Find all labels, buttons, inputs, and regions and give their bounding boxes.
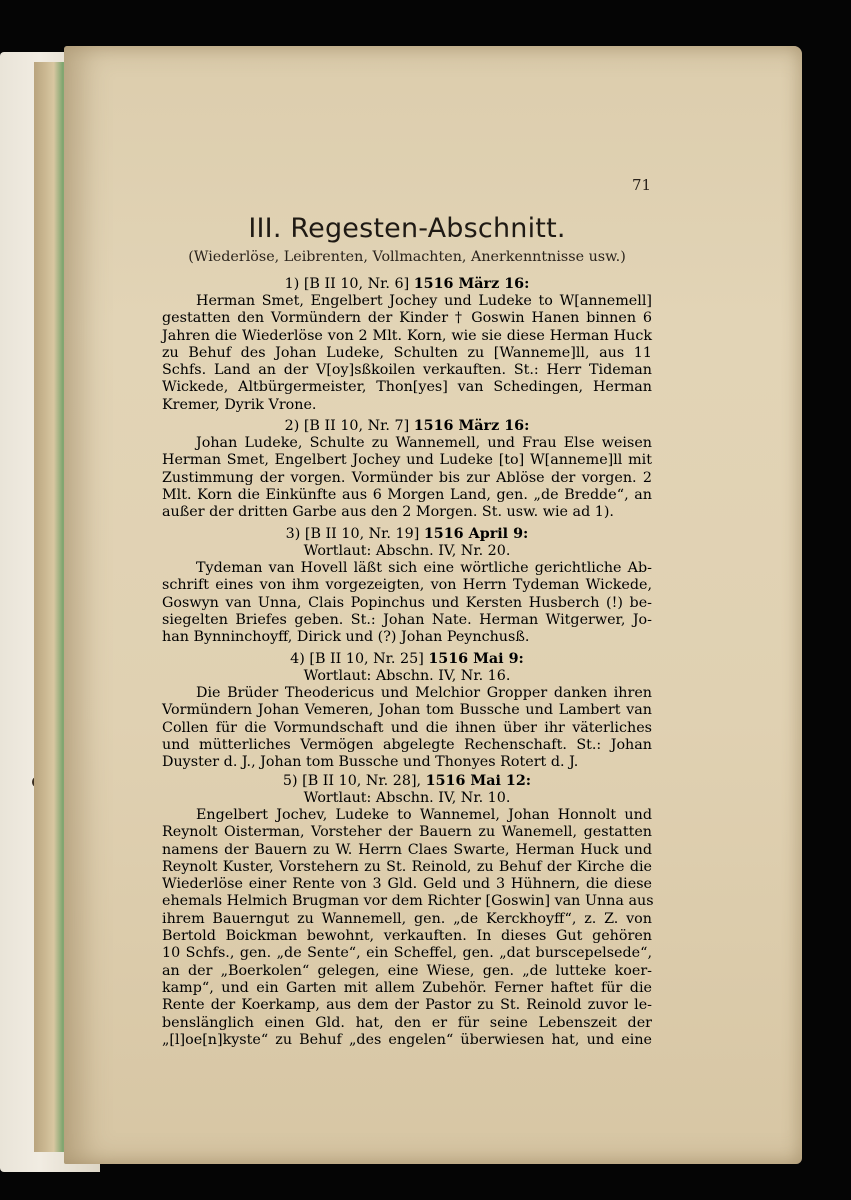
- entry-line: Wiederlöse einer Rente von 3 Gld. Geld und 3 Hühnern, die diese: [162, 876, 652, 893]
- entry-line: Jahren die Wiederlöse von 2 Mlt. Korn, wie sie diese Herman Huck: [162, 327, 652, 344]
- entry-line: Reynolt Kuster, Vorstehern zu St. Reinold, zu Behuf der Kirche die: [162, 858, 652, 875]
- entry-line: Zustimmung der vorgen. Vormünder bis zur Ablöse der vorgen. 2: [162, 469, 652, 486]
- entry-line: Mlt. Korn die Einkünfte aus 6 Morgen Land, gen. „de Bredde“, an: [162, 486, 652, 503]
- section-subtitle: (Wiederlöse, Leibrenten, Vollmachten, Anerkenntnisse usw.): [188, 249, 626, 265]
- regest-entry-2: [162, 418, 652, 521]
- entry-line: siegelten Briefes geben. St.: Johan Nate. Herman Witgerwer, Jo-: [162, 611, 652, 628]
- entry-line: Rente der Koerkamp, aus dem der Pastor zu St. Reinold zuvor le-: [162, 997, 652, 1014]
- entry-line: und mütterliches Vermögen abgelegte Rechenschaft. St.: Johan: [162, 736, 652, 753]
- entry-line: an der „Boerkolen“ gelegen, eine Wiese, gen. „de lutteke koer-: [162, 962, 652, 979]
- entry-heading: 4) [B II 10, Nr. 25] 1516 Mai 9:: [290, 651, 524, 667]
- entry-heading: 5) [B II 10, Nr. 28], 1516 Mai 12:: [282, 773, 532, 789]
- entry-heading: 1) [B II 10, Nr. 6] 1516 März 16:: [284, 276, 530, 292]
- entry-line: Vormündern Johan Vemeren, Johan tom Bussche und Lambert van: [162, 702, 652, 719]
- entry-line: ihrem Bauerngut zu Wannemell, gen. „de Kerckhoyff“, z. Z. von: [162, 910, 652, 927]
- entry-line: namens der Bauern zu W. Herrn Claes Swarte, Herman Huck und: [162, 841, 652, 858]
- entry-line: „[l]oe[n]kyste“ zu Behuf „des engelen“ überwiesen hat, und eine: [162, 1031, 652, 1048]
- entry-line: Die Brüder Theodericus und Melchior Gropper danken ihren: [196, 685, 652, 701]
- entry-line: Reynolt Oisterman, Vorsteher der Bauern zu Wanemell, gestatten: [162, 824, 652, 841]
- regest-entry-5: [162, 773, 652, 1049]
- entry-reference: Wortlaut: Abschn. IV, Nr. 16.: [303, 668, 511, 684]
- regest-entry-3: [162, 526, 652, 646]
- entry-line: Goswyn van Unna, Clais Popinchus und Kersten Husberch (!) be-: [162, 594, 652, 611]
- entry-line: Engelbert Jochev, Ludeke to Wannemel, Johan Honnolt und: [196, 807, 652, 823]
- entry-line: 10 Schfs., gen. „de Sente“, ein Scheffel, gen. „dat burscepelsede“,: [162, 945, 652, 962]
- entry-line: Herman Smet, Engelbert Jochey und Ludeke to W[annemell]: [196, 293, 652, 309]
- regest-entry-1: [162, 276, 652, 414]
- entry-line: han Bynninchoyff, Dirick und (?) Johan Peynchusß.: [162, 629, 530, 646]
- entry-line: kamp“, und ein Garten mit allem Zubehör. Ferner haftet für die: [162, 979, 652, 996]
- entry-line: Wickede, Altbürgermeister, Thon[yes] van Schedingen, Herman: [162, 379, 652, 396]
- entry-line: außer der dritten Garbe aus den 2 Morgen. St. usw. wie ad 1).: [162, 504, 614, 521]
- entry-reference: Wortlaut: Abschn. IV, Nr. 20.: [303, 543, 511, 559]
- entry-line: Bertold Boickman bewohnt, verkauften. In dieses Gut gehören: [162, 928, 652, 945]
- entry-line: gestatten den Vormündern der Kinder † Goswin Hanen binnen 6: [162, 310, 652, 327]
- section-title: III. Regesten-Abschnitt.: [248, 213, 566, 244]
- entry-line: Johan Ludeke, Schulte zu Wannemell, und Frau Else weisen: [196, 435, 652, 451]
- entry-line: Duyster d. J., Johan tom Bussche und Thonyes Rotert d. J.: [162, 754, 579, 771]
- entry-line: Collen für die Vormundschaft und die ihnen über ihr väterliches: [162, 719, 652, 736]
- entry-line: Schfs. Land an der V[oy]sßkoilen verkauften. St.: Herr Tideman: [162, 362, 652, 379]
- entry-reference: Wortlaut: Abschn. IV, Nr. 10.: [303, 790, 511, 806]
- page-number: 71: [632, 176, 652, 194]
- entry-line: Herman Smet, Engelbert Jochey und Ludeke [to] W[anneme]ll mit: [162, 452, 652, 469]
- entry-line: benslänglich einen Gld. hat, den er für seine Lebenszeit der: [162, 1014, 652, 1031]
- entry-heading: 3) [B II 10, Nr. 19] 1516 April 9:: [285, 526, 529, 542]
- entry-heading: 2) [B II 10, Nr. 7] 1516 März 16:: [284, 418, 530, 434]
- entry-line: schrift eines von ihm vorgezeigten, von Herrn Tydeman Wickede,: [162, 577, 652, 594]
- entry-line: Tydeman van Hovell läßt sich eine wörtliche gerichtliche Ab-: [196, 560, 652, 576]
- entry-line: zu Behuf des Johan Ludeke, Schulten zu [Wanneme]ll, aus 11: [162, 344, 652, 361]
- entry-line: ehemals Helmich Brugman vor dem Richter [Goswin] van Unna aus: [162, 893, 654, 910]
- regest-entry-4: [162, 651, 652, 771]
- entry-line: Kremer, Dyrik Vrone.: [162, 396, 317, 413]
